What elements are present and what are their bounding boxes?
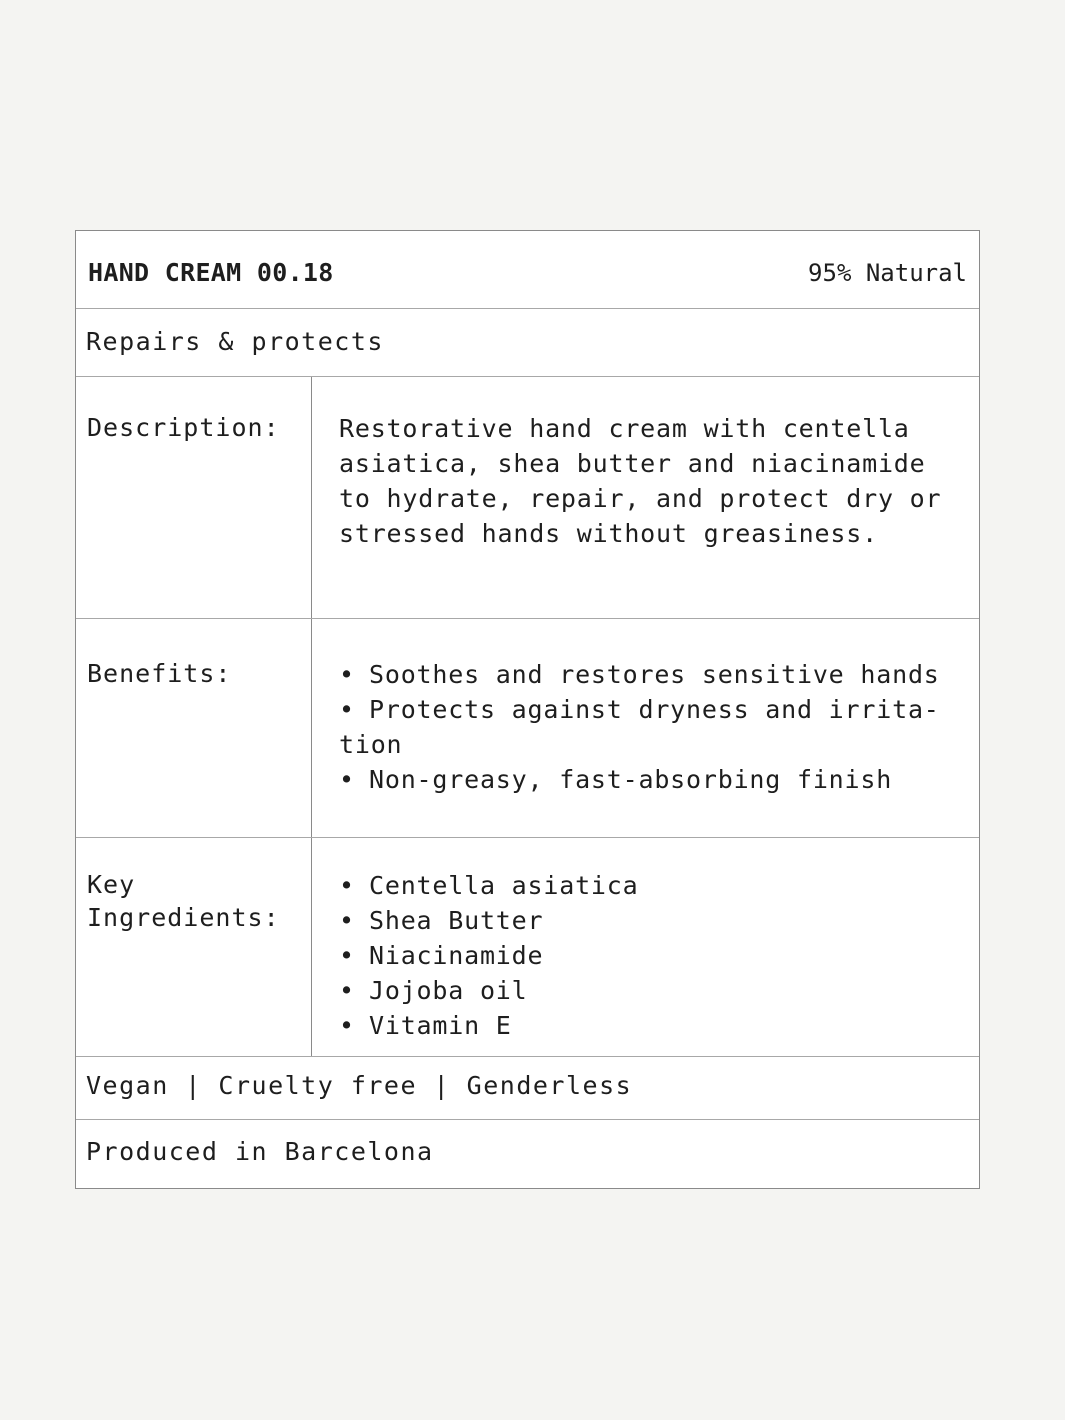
ingredient-text: Vitamin E [369, 1011, 512, 1040]
column-divider [311, 838, 312, 1056]
origin-row [76, 1120, 979, 1190]
benefits-row [76, 619, 979, 838]
column-divider [311, 377, 312, 618]
benefit-text: Protects against dryness and irrita-tion [339, 695, 940, 759]
description-label: Description: [87, 413, 280, 442]
bullet-icon: • [339, 1011, 355, 1040]
product-tags: Vegan | Cruelty free | Genderless [86, 1071, 633, 1100]
product-origin: Produced in Barcelona [86, 1137, 434, 1166]
bullet-icon: • [339, 906, 355, 935]
ingredient-text: Centella asiatica [369, 871, 639, 900]
ingredients-row [76, 838, 979, 1057]
list-item [339, 762, 969, 797]
product-tagline: Repairs & protects [86, 327, 384, 356]
benefits-label: Benefits: [87, 659, 232, 688]
benefits-list [339, 657, 969, 797]
ingredient-text: Jojoba oil [369, 976, 528, 1005]
natural-percentage: 95% Natural [808, 259, 967, 287]
bullet-icon: • [339, 695, 355, 724]
list-item [339, 692, 969, 762]
description-row [76, 377, 979, 619]
bullet-icon: • [339, 941, 355, 970]
description-text: Restorative hand cream with centella asiatica, shea butter and niacinamide to hydrate, repair, and protect dry or stressed hands without greasiness. [339, 414, 942, 548]
benefit-text: Non-greasy, fast-absorbing finish [369, 765, 893, 794]
ingredients-label-line-1: Key [87, 870, 136, 899]
list-item [339, 973, 969, 1008]
product-title: HAND CREAM 00.18 [88, 258, 334, 287]
benefit-text: Soothes and restores sensitive hands [369, 660, 940, 689]
benefits-list-container [339, 657, 969, 797]
column-divider [311, 619, 312, 837]
bullet-icon: • [339, 765, 355, 794]
ingredients-list-container [339, 868, 969, 1043]
tagline-row [76, 309, 979, 377]
product-label-card [75, 230, 980, 1189]
ingredients-list [339, 868, 969, 1043]
label-header-row [76, 231, 979, 309]
list-item [339, 1008, 969, 1043]
list-item [339, 657, 969, 692]
list-item [339, 868, 969, 903]
bullet-icon: • [339, 660, 355, 689]
ingredients-label-line-2: Ingredients: [87, 903, 280, 932]
tags-row [76, 1057, 979, 1120]
ingredients-label [87, 868, 302, 934]
bullet-icon: • [339, 976, 355, 1005]
list-item [339, 903, 969, 938]
bullet-icon: • [339, 871, 355, 900]
ingredient-text: Niacinamide [369, 941, 544, 970]
list-item [339, 938, 969, 973]
ingredient-text: Shea Butter [369, 906, 544, 935]
